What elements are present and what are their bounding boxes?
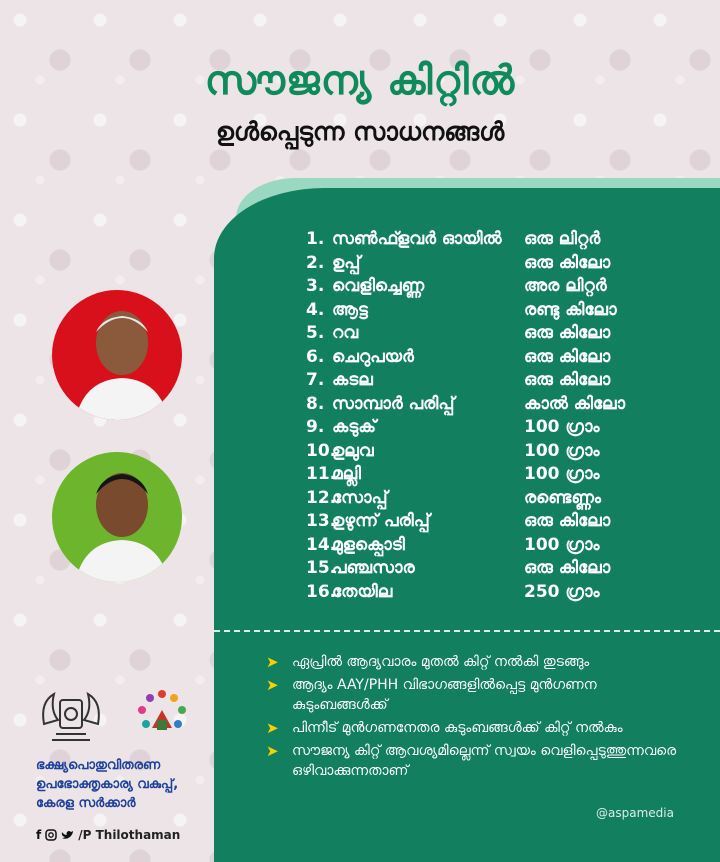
list-item xyxy=(306,299,646,323)
person-silhouette-icon xyxy=(72,460,172,582)
list-item xyxy=(306,322,646,346)
social-handle-text: /P Thilothaman xyxy=(78,828,181,842)
page-subtitle: ഉൾപ്പെടുന്ന സാധനങ്ങൾ xyxy=(215,117,505,146)
item-number: 2. xyxy=(306,252,325,273)
note-item xyxy=(266,652,696,672)
dashed-divider xyxy=(214,630,720,632)
list-item xyxy=(306,416,646,440)
note-item xyxy=(266,741,696,781)
item-name: സാമ്പാർ പരിപ്പ് xyxy=(332,393,455,414)
item-name: സോപ്പ് xyxy=(332,487,388,508)
list-item xyxy=(306,440,646,464)
item-quantity: ഒരു കിലോ xyxy=(524,370,611,390)
item-number: 6. xyxy=(306,346,325,367)
list-item xyxy=(306,557,646,581)
item-number: 11. xyxy=(306,464,337,484)
item-number: 15. xyxy=(306,558,337,578)
item-number: 10. xyxy=(306,440,337,461)
arrow-right-icon: ➤ xyxy=(266,676,279,694)
item-quantity: 100 ഗ്രാം xyxy=(524,440,600,461)
list-item xyxy=(306,510,646,534)
note-text: ആദ്യം AAY/PHH വിഭാഗങ്ങളിൽപ്പെട്ട മുൻഗണന കുടുംബങ്ങൾക്ക് xyxy=(292,677,597,713)
department-line-1: ഭക്ഷ്യപൊതുവിതരണ xyxy=(36,758,161,773)
item-number: 9. xyxy=(306,417,325,437)
department-label xyxy=(36,756,178,813)
item-quantity: ഒരു കിലോ xyxy=(524,511,611,531)
item-quantity: ഒരു കിലോ xyxy=(524,252,611,273)
list-item xyxy=(306,369,646,393)
item-quantity: രണ്ടു കിലോ xyxy=(524,299,617,320)
item-name: റവ xyxy=(332,323,359,343)
department-line-2: ഉപഭോക്തൃകാര്യ വകുപ്പ്, xyxy=(36,777,179,792)
item-name: ഉഴുന്ന് പരിപ്പ് xyxy=(332,511,430,531)
item-number: 7. xyxy=(306,370,325,390)
item-number: 5. xyxy=(306,323,325,343)
page-title: സൗജന്യ കിറ്റിൽ xyxy=(204,58,516,104)
item-name: ചെറുപയർ xyxy=(332,346,414,367)
note-item xyxy=(266,675,696,715)
item-quantity: 100 ഗ്രാം xyxy=(524,417,600,437)
list-item xyxy=(306,275,646,299)
note-text: സൗജന്യ കിറ്റ് ആവശ്യമില്ലെന്ന് സ്വയം വെളിപ്പെടുത്തുന്നവരെ ഒഴിവാക്കുന്നതാണ് xyxy=(292,743,677,779)
watermark-handle: @aspamedia xyxy=(596,806,674,820)
list-item xyxy=(306,487,646,511)
department-line-3: കേരള സർക്കാർ xyxy=(36,796,136,811)
item-quantity: ഒരു കിലോ xyxy=(524,346,611,367)
arrow-right-icon: ➤ xyxy=(266,742,279,760)
item-number: 4. xyxy=(306,299,325,320)
facebook-icon: f xyxy=(36,828,42,842)
note-text: ഏപ്രിൽ ആദ്യവാരം മുതൽ കിറ്റ് നൽകി തുടങ്ങും xyxy=(292,654,590,670)
item-name: ആട്ട xyxy=(332,299,368,320)
item-quantity: ഒരു കിലോ xyxy=(524,323,611,343)
item-number: 12. xyxy=(306,487,337,508)
portrait-photo-2 xyxy=(52,452,182,582)
item-number: 1. xyxy=(306,229,325,249)
item-number: 3. xyxy=(306,276,325,296)
item-quantity: ഒരു ലിറ്റർ xyxy=(524,229,601,249)
list-item xyxy=(306,393,646,417)
item-name: കടല xyxy=(332,370,373,390)
list-item xyxy=(306,228,646,252)
arrow-right-icon: ➤ xyxy=(266,719,279,737)
item-name: കടുക് xyxy=(332,417,376,437)
item-quantity: അര ലിറ്റർ xyxy=(524,276,607,296)
twitter-icon xyxy=(61,830,74,841)
social-handle xyxy=(36,828,180,842)
item-name: തേയില xyxy=(332,581,393,602)
item-name: സൺഫ്ളവർ ഓയിൽ xyxy=(332,229,502,249)
notes-list xyxy=(266,652,696,784)
list-item xyxy=(306,581,646,605)
person-silhouette-icon xyxy=(72,298,172,420)
item-name: പഞ്ചസാര xyxy=(332,558,415,578)
item-quantity: 100 ഗ്രാം xyxy=(524,464,600,484)
kerala-emblem-icon xyxy=(36,684,106,746)
item-number: 14. xyxy=(306,534,337,555)
item-name: മല്ലി xyxy=(332,464,361,484)
list-item xyxy=(306,534,646,558)
item-number: 16. xyxy=(306,581,337,602)
list-item xyxy=(306,346,646,370)
list-item xyxy=(306,252,646,276)
item-name: ഉപ്പ് xyxy=(332,252,361,273)
item-name: മുളക്പൊടി xyxy=(332,534,405,555)
arrow-right-icon: ➤ xyxy=(266,653,279,671)
item-number: 13. xyxy=(306,511,337,531)
instagram-icon xyxy=(45,829,57,841)
item-quantity: രണ്ടെണ്ണം xyxy=(524,487,601,508)
item-quantity: 100 ഗ്രാം xyxy=(524,534,600,555)
item-name: ഉലുവ xyxy=(332,440,374,461)
item-quantity: 250 ഗ്രാം xyxy=(524,581,600,602)
item-quantity: കാൽ കിലോ xyxy=(524,393,626,414)
item-number: 8. xyxy=(306,393,325,414)
item-quantity: ഒരു കിലോ xyxy=(524,558,611,578)
item-name: വെളിച്ചെണ്ണ xyxy=(332,276,425,296)
supplyco-logo-icon xyxy=(130,684,194,746)
note-text: പിന്നീട് മുൻഗണനേതര കുടുംബങ്ങൾക്ക് കിറ്റ് നൽകും xyxy=(292,720,623,736)
list-item xyxy=(306,463,646,487)
portrait-photo-1 xyxy=(52,290,182,420)
kit-item-list xyxy=(306,228,646,604)
note-item xyxy=(266,718,696,738)
